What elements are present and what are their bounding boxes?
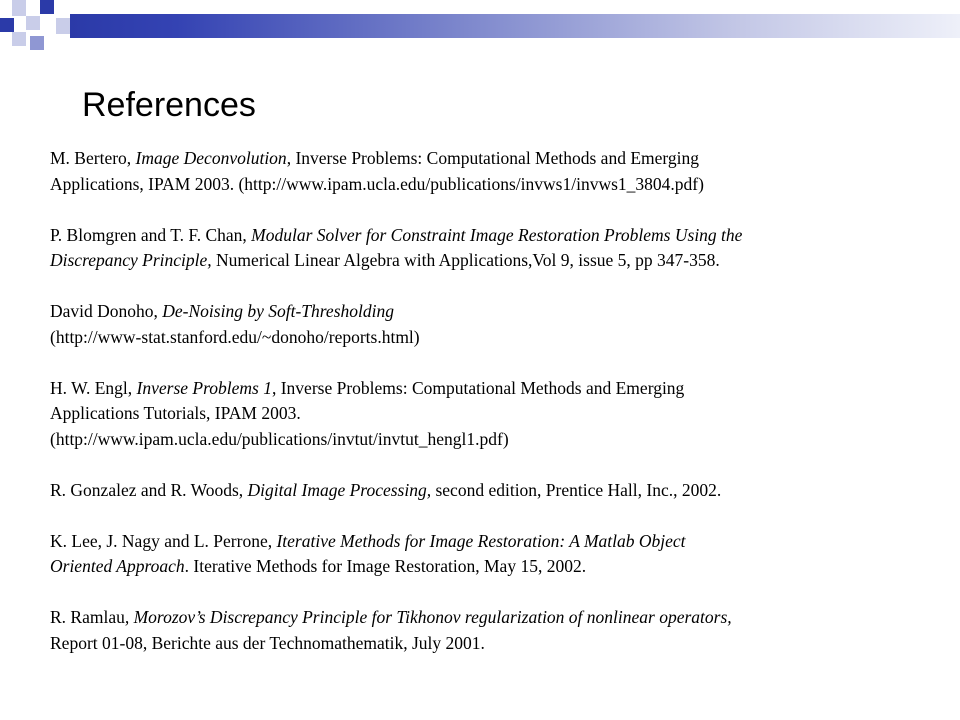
- reference-text: (http://www-stat.stanford.edu/~donoho/reports.html): [50, 326, 420, 347]
- reference-line: [50, 172, 930, 198]
- reference-list: [50, 146, 930, 656]
- reference-entry: [50, 146, 930, 197]
- reference-text: H. W. Engl,: [50, 377, 137, 398]
- reference-title-text: Modular Solver for Constraint Image Restoration Problems Using the: [251, 224, 743, 245]
- reference-title-text: Oriented Approach: [50, 556, 185, 576]
- reference-entry: [50, 376, 930, 453]
- reference-text: , Inverse Problems: Computational Methods and Emerging: [271, 377, 685, 398]
- reference-line: [50, 248, 930, 274]
- reference-line: [50, 631, 930, 657]
- reference-text: K. Lee, J. Nagy and L. Perrone,: [50, 530, 277, 551]
- reference-line: [50, 146, 930, 172]
- reference-text: Report 01-08, Berichte aus der Technomathematik, July 2001.: [50, 632, 485, 653]
- reference-line: [50, 401, 930, 427]
- reference-title-text: De-Noising by Soft-Thresholding: [162, 301, 394, 321]
- reference-text: P. Blomgren and T. F. Chan,: [50, 224, 252, 245]
- decor-square: [12, 0, 26, 16]
- reference-text: Numerical Linear Algebra with Applications,Vol 9, issue 5, pp 347-358.: [211, 250, 720, 270]
- reference-line: [50, 299, 930, 325]
- reference-text: David Donoho,: [50, 301, 163, 321]
- reference-entry: [50, 478, 930, 504]
- reference-title-text: Inverse Problems 1: [136, 377, 272, 398]
- reference-text: second edition, Prentice Hall, Inc., 2002.: [431, 479, 722, 500]
- reference-text: (http://www.ipam.ucla.edu/publications/invtut/invtut_hengl1.pdf): [50, 428, 509, 449]
- reference-title-text: , Morozov’s Discrepancy Principle for Tikhonov regularization of nonlinear operators,: [124, 607, 732, 627]
- reference-entry: [50, 299, 930, 350]
- reference-line: [50, 605, 930, 631]
- reference-text: , Inverse Problems: Computational Methods and Emerging: [286, 148, 700, 168]
- reference-line: [50, 223, 930, 249]
- reference-entry: [50, 223, 930, 274]
- reference-title-text: Image Deconvolution: [135, 148, 287, 168]
- reference-text: Applications Tutorials, IPAM 2003.: [50, 403, 301, 423]
- decor-square: [0, 18, 14, 32]
- reference-title-text: Discrepancy Principle,: [50, 250, 212, 270]
- decor-square: [26, 16, 40, 30]
- decor-square: [30, 36, 44, 50]
- decor-square: [40, 0, 54, 14]
- decor-square: [12, 32, 26, 46]
- header-gradient-bar: [70, 14, 960, 38]
- reference-text: R. Ramlau: [50, 607, 125, 627]
- slide-title: References: [82, 86, 256, 124]
- reference-text: R. Gonzalez and R. Woods,: [50, 479, 248, 500]
- reference-entry: [50, 605, 930, 656]
- reference-line: [50, 376, 930, 402]
- reference-line: [50, 529, 930, 555]
- decor-square: [56, 18, 70, 34]
- reference-line: [50, 427, 930, 453]
- reference-line: [50, 325, 930, 351]
- reference-line: [50, 478, 930, 504]
- reference-text: M. Bertero,: [50, 148, 136, 168]
- reference-line: [50, 554, 930, 580]
- reference-title-text: Digital Image Processing,: [247, 479, 432, 500]
- reference-entry: [50, 529, 930, 580]
- reference-title-text: Iterative Methods for Image Restoration: A Matlab Object: [276, 530, 686, 551]
- reference-text: . Iterative Methods for Image Restoration, May 15, 2002.: [184, 556, 587, 576]
- reference-text: Applications, IPAM 2003. (http://www.ipam.ucla.edu/publications/invws1/invws1_3804.pdf): [50, 173, 704, 194]
